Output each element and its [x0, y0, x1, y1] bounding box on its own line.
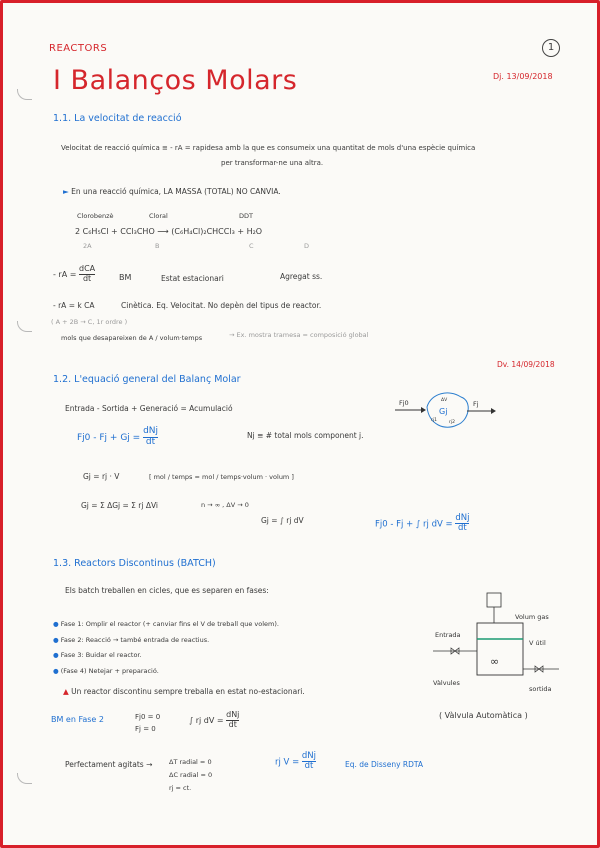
diagram-center-label: Gj — [439, 407, 448, 416]
rate-fraction — [79, 265, 95, 284]
bm-num: dNj — [226, 710, 240, 719]
warning-icon: ▲ — [63, 687, 69, 696]
svg-text:∞: ∞ — [490, 655, 500, 668]
rate-lhs: - rA = — [53, 269, 77, 279]
page-title: I Balanços Molars — [53, 65, 298, 96]
batch-reactor-diagram — [431, 591, 563, 699]
species-letter-b: B — [155, 242, 160, 250]
phase-1: Fase 1: Omplir el reactor (+ canviar fins el V de treball que volem). — [60, 620, 279, 628]
automatic-valve-note: ( Vàlvula Automàtica ) — [439, 711, 528, 720]
design-lhs: rj V = — [275, 757, 300, 768]
mass-note-row — [63, 187, 281, 196]
kinetic-expression: - rA = k CA — [53, 301, 95, 310]
volume-element-diagram — [391, 387, 501, 437]
kinetic-note: Cinètica. Eq. Velocitat. No depèn del tipus de reactor. — [121, 301, 322, 310]
generation-integral: Gj = ∫ rj dV — [261, 516, 304, 525]
bm-conditions — [135, 711, 160, 735]
steady-state-note: Estat estacionari — [161, 274, 224, 283]
diagram-sub3: ΔV — [441, 398, 448, 403]
phase-item — [53, 648, 279, 664]
bm-cond-1: Fj0 = 0 — [135, 713, 161, 721]
binder-hole — [17, 321, 32, 332]
bullet-icon: ● — [53, 666, 59, 675]
mole-balance-fraction — [143, 427, 158, 448]
design-equation — [275, 752, 316, 772]
generation-units: [ mol / temps = mol / temps·volum · volum ] — [149, 473, 294, 481]
diagram-sub2: rj2 — [449, 420, 455, 425]
section-heading-1-1: 1.1. La velocitat de reacció — [53, 113, 182, 124]
diagram-out-label: Fj — [473, 400, 479, 408]
phase-item — [53, 664, 279, 680]
order-note: ( A + 2B → C, 1r ordre ) — [51, 318, 128, 326]
rate-definition: Velocitat de reacció química ≡ - rA = rapidesa amb la que es consumeix una quantitat de mols d'una espècie química — [61, 144, 476, 152]
rate-units: mols que desapareixen de A / volum·temps — [61, 334, 203, 342]
bm-cond-2: Fj = 0 — [135, 725, 156, 733]
mole-balance-lhs: Fj0 - Fj + Gj = — [77, 432, 141, 443]
design-den: dt — [304, 761, 314, 772]
bullet-arrow-icon: ► — [63, 187, 69, 196]
reactor-sortida-label: sortida — [529, 685, 552, 693]
steady-state-note2: Agregat ss. — [280, 272, 323, 281]
full-balance-den: dt — [458, 523, 467, 534]
generation-expr: Gj = rj · V — [83, 472, 120, 481]
subject-label: REACTORS — [49, 43, 108, 54]
full-balance-equation — [375, 514, 469, 534]
binder-hole — [17, 773, 32, 784]
mole-balance-equation — [77, 427, 158, 448]
section-heading-1-3: 1.3. Reactors Discontinus (BATCH) — [53, 558, 216, 569]
bm-phase2-label: BM en Fase 2 — [51, 715, 104, 724]
full-balance-num: dNj — [455, 513, 470, 523]
phase-2: Fase 2: Reacció → també entrada de reactius. — [60, 635, 210, 644]
design-equation-label: Eq. de Disseny RDTA — [345, 760, 424, 769]
bm-integral: ∫ rj dV = — [189, 715, 224, 725]
diagram-sub1: rj1 — [431, 418, 437, 423]
batch-warning: Un reactor discontinu sempre treballa en estat no-estacionari. — [71, 687, 305, 696]
rate-num: dCA — [78, 264, 96, 273]
phase-item — [53, 617, 279, 633]
rate-expression — [53, 265, 95, 284]
mixing-conditions — [169, 756, 212, 795]
mixing-cond-a: ΔT radial = 0 — [169, 758, 212, 766]
species-a: Clorobenzè — [77, 212, 114, 220]
batch-intro: Els batch treballen en cicles, que es separen en fases: — [65, 586, 269, 595]
full-balance-fraction — [455, 514, 469, 534]
full-balance-lhs: Fj0 - Fj + ∫ rj dV = — [375, 519, 453, 530]
page-number: 1 — [542, 39, 560, 57]
bm-den: dt — [228, 719, 237, 729]
mixing-cond-c: rj = ct. — [169, 784, 192, 792]
mole-balance-num: dNj — [143, 426, 159, 436]
generation-sum: Gj = Σ ΔGj = Σ rj ΔVi — [81, 501, 159, 510]
reactor-valvules-label: Vàlvules — [433, 679, 460, 687]
diagram-in-label: Fj0 — [399, 399, 409, 407]
perfect-mixing-label: Perfectament agitats → — [65, 760, 153, 769]
limit-note: n → ∞ , ΔV → 0 — [201, 501, 249, 509]
design-fraction — [302, 752, 316, 772]
warning-row — [63, 687, 305, 696]
date-label: Dj. 13/09/2018 — [493, 72, 553, 81]
design-num: dNj — [301, 751, 317, 761]
nj-definition: Nj ≡ # total mols component j. — [247, 431, 364, 440]
rate-bm: BM — [119, 273, 132, 282]
reactor-volum-label: Volum gas — [515, 613, 549, 621]
rate-den: dt — [82, 273, 92, 283]
bullet-icon: ● — [53, 651, 59, 659]
date-label-2: Dv. 14/09/2018 — [497, 360, 555, 369]
section-heading-1-2: 1.2. L'equació general del Balanç Molar — [53, 374, 241, 385]
bm-phase2-equation — [189, 711, 239, 730]
species-b: Cloral — [149, 212, 168, 220]
mole-balance-den: dt — [145, 436, 156, 447]
species-letter-d: D — [304, 242, 310, 250]
mixing-cond-b: ΔC radial = 0 — [169, 771, 213, 779]
bullet-icon: ● — [53, 635, 59, 644]
species-letter-c: C — [249, 242, 254, 250]
reaction-equation: 2 C₆H₅Cl + CCl₃CHO ⟶ (C₆H₄Cl)₂CHCCl₃ + H₂O — [75, 227, 263, 236]
species-letter-a: 2A — [83, 242, 92, 250]
binder-hole — [17, 89, 32, 100]
bullet-icon: ● — [53, 620, 59, 628]
phase-item — [53, 633, 279, 649]
mass-note: En una reacció química, LA MASSA (TOTAL) NO CANVIA. — [71, 187, 281, 196]
phase-3: Fase 3: Buidar el reactor. — [60, 651, 142, 659]
species-c: DDT — [239, 212, 253, 220]
rate-definition-cont: per transformar-ne una altra. — [221, 159, 324, 167]
reactor-vutil-label: V útil — [529, 639, 546, 647]
general-balance: Entrada - Sortida + Generació = Acumulació — [65, 404, 233, 413]
phase-list — [53, 617, 279, 679]
bm-fraction — [226, 711, 239, 730]
rate-units-note: → Ex. mostra tramesa = composició global — [229, 331, 369, 339]
phase-4: (Fase 4) Netejar + preparació. — [60, 666, 159, 675]
reactor-entrada-label: Entrada — [435, 631, 461, 639]
